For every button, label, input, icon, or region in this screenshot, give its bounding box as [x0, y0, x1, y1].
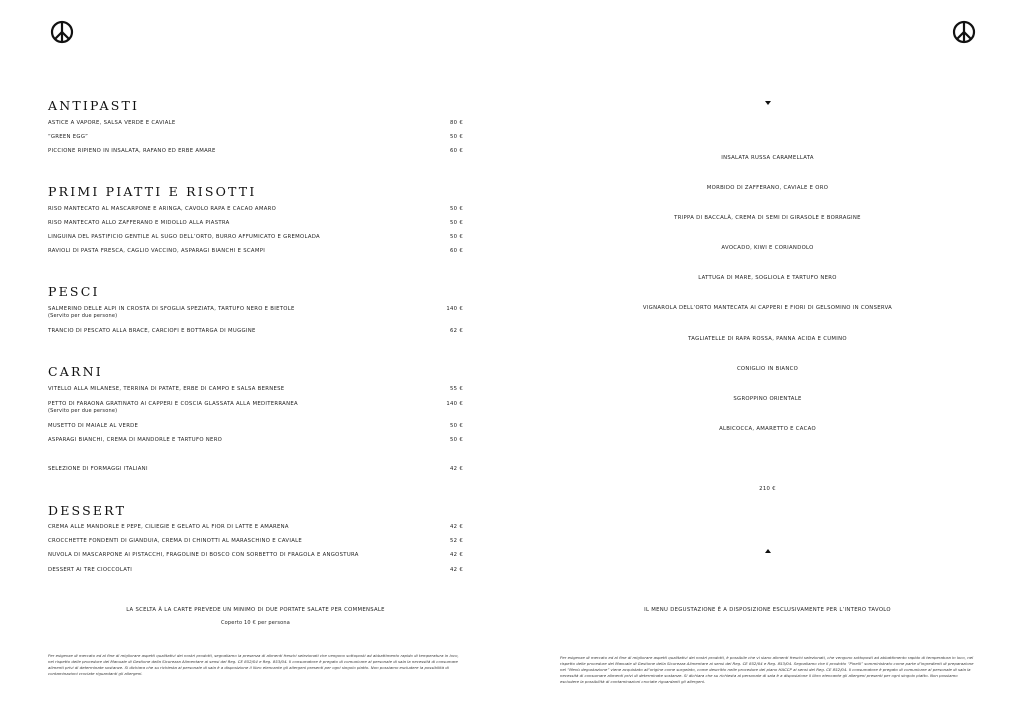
allergen-fineprint: Per esigenze di mercato ed al fine di migliorare aspetti qualitativi dei nostri prodotti, è possibile che vi siano alimenti freschi selezionati, che vengono sottoposti ad abbattimento rapido di temperatura in loco, nel rispetto delle procedure del Manuale di Gestione della Sicurezza Alimentare ai sensi del Reg. CE 852/04 e Reg. 853/04. Segnaliamo che il prodotto “Pinelli” somministrato come parte d’ingredienti di preparazione nel “Menù degustazione” viene acquistato all’origine come surgelato, come descritto nelle procedure del piano HACCP ai sensi del Reg. CE 852/04. Il consumatore è pregato di comunicare al personale di sala la necessità di consumare alimenti privi di determinate sostanze. Si dichiara che su richiesta al personale di sala è a disposizione il libro elencante gli allergeni presenti per ogni singolo piatto. Non possiamo escludere la possibilità di contaminazioni crociate riguardanti gli allergeni. [560, 655, 974, 684]
item-price: 42 € [450, 567, 463, 573]
item-name: RISO MANTECATO AL MASCARPONE E ARINGA, CAVOLO RAPA E CACAO AMARO [48, 206, 277, 212]
section-title-carni: CARNI [48, 364, 103, 379]
tasting-course: AVOCADO, KIWI E CORIANDOLO [721, 245, 814, 251]
tasting-course: TAGLIATELLE DI RAPA ROSSA, PANNA ACIDA E CUMINO [688, 336, 847, 342]
tasting-course: CONIGLIO IN BIANCO [736, 366, 799, 372]
item-price: 50 € [450, 423, 463, 429]
item-name: ASTICE A VAPORE, SALSA VERDE E CAVIALE [48, 120, 176, 126]
item-name: RISO MANTECATO ALLO ZAFFERANO E MIDOLLO ALLA PIASTRA [48, 220, 230, 226]
item-price: 42 € [450, 524, 463, 530]
item-price: 140 € [446, 306, 463, 312]
triangle-up-icon [765, 549, 771, 553]
tasting-menu-price: 210 € [759, 486, 776, 492]
item-name: LINGUINA DEL PASTIFICIO GENTILE AL SUGO DELL’ORTO, BURRO AFFUMICATO E GREMOLADA [48, 234, 320, 240]
item-name: VITELLO ALLA MILANESE, TERRINA DI PATATE, ERBE DI CAMPO E SALSA BERNESE [48, 386, 285, 392]
item-price: 50 € [450, 437, 463, 443]
allergen-fineprint: Per esigenze di mercato ed al fine di migliorare aspetti qualitativi dei nostri prodotti, segnaliamo la presenza di alimenti freschi selezionati che vengono sottoposti ad abbattimento rapido di temperatura in loco, nel rispetto delle procedure del Manuale di Gestione della Sicurezza Alimentare ai sensi del Reg. CE 852/04 e Reg. 853/04. Il consumatore è pregato di comunicare al personale di sala la necessità di consumare alimenti privi di determinate sostanze. Si dichiara che su richiesta al personale di sala è a disposizione il libro elencante gli allergeni presenti per ogni singolo piatto. Non possiamo escludere la possibilità di contaminazioni crociate riguardanti gli allergeni. [48, 653, 459, 676]
item-price: 42 € [450, 466, 463, 472]
item-price: 42 € [450, 552, 463, 558]
item-name: PETTO DI FARAONA GRATINATO AI CAPPERI E COSCIA GLASSATA ALLA MEDITERRANEA [48, 401, 298, 407]
item-name: NUVOLA DI MASCARPONE AI PISTACCHI, FRAGOLINE DI BOSCO CON SORBETTO DI FRAGOLA E ANGOSTURA [48, 552, 359, 558]
tasting-course: VIGNAROLA DELL’ORTO MANTECATA AI CAPPERI E FIORI DI GELSOMINO IN CONSERVA [642, 305, 893, 311]
item-price: 62 € [450, 328, 463, 334]
section-title-pesci: PESCI [48, 284, 100, 299]
item-price: 80 € [450, 120, 463, 126]
section-title-dessert: DESSERT [48, 503, 127, 518]
tasting-course: TRIPPA DI BACCALÀ, CREMA DI SEMI DI GIRASOLE E BORRAGINE [674, 215, 861, 221]
item-name: “GREEN EGG” [48, 134, 89, 140]
tasting-course: INSALATA RUSSA CARAMELLATA [721, 155, 814, 161]
item-price: 50 € [450, 206, 463, 212]
tasting-course: MORBIDO DI ZAFFERANO, CAVIALE E ORO [706, 185, 829, 191]
item-name: ASPARAGI BIANCHI, CREMA DI MANDORLE E TARTUFO NERO [48, 437, 223, 443]
cover-charge: Coperto 10 € per persona [220, 620, 291, 626]
item-price: 50 € [450, 134, 463, 140]
item-price: 140 € [446, 401, 463, 407]
item-name: CROCCHETTE FONDENTI DI GIANDUIA, CREMA DI CHINOTTI AL MARASCHINO E CAVIALE [48, 538, 303, 544]
tasting-course: LATTUGA DI MARE, SOGLIOLA E TARTUFO NERO [698, 275, 837, 281]
tasting-menu-page [512, 0, 1024, 711]
item-name: SELEZIONE DI FORMAGGI ITALIANI [48, 466, 148, 472]
item-name: DESSERT AI TRE CIOCCOLATI [48, 567, 133, 573]
section-title-primi: PRIMI PIATTI E RISOTTI [48, 184, 257, 199]
item-name: SALMERINO DELLE ALPI IN CROSTA DI SFOGLIA SPEZIATA, TARTUFO NERO E BIETOLE [48, 306, 295, 312]
whole-table-note: IL MENU DEGUSTAZIONE È A DISPOSIZIONE ESCLUSIVAMENTE PER L’INTERO TAVOLO [644, 607, 891, 613]
item-name: MUSETTO DI MAIALE AL VERDE [48, 423, 139, 429]
tasting-course: ALBICOCCA, AMARETTO E CACAO [719, 426, 816, 432]
item-name: CREMA ALLE MANDORLE E PEPE, CILIEGIE E GELATO AL FIOR DI LATTE E AMARENA [48, 524, 289, 530]
section-title-antipasti: ANTIPASTI [48, 98, 140, 113]
item-note: (Servito per due persone) [48, 408, 118, 414]
item-name: RAVIOLI DI PASTA FRESCA, CAGLIO VACCINO, ASPARAGI BIANCHI E SCAMPI [48, 248, 266, 254]
peace-symbol-icon [50, 20, 74, 44]
triangle-down-icon [765, 101, 771, 105]
item-price: 50 € [450, 234, 463, 240]
item-price: 60 € [450, 248, 463, 254]
minimum-order-note: LA SCELTA À LA CARTE PREVEDE UN MINIMO DI DUE PORTATE SALATE PER COMMENSALE [126, 607, 385, 613]
item-price: 55 € [450, 386, 463, 392]
item-note: (Servito per due persone) [48, 313, 118, 319]
peace-symbol-icon [952, 20, 976, 44]
tasting-course: SGROPPINO ORIENTALE [733, 396, 802, 402]
item-name: PICCIONE RIPIENO IN INSALATA, RAFANO ED ERBE AMARE [48, 148, 216, 154]
item-price: 60 € [450, 148, 463, 154]
item-price: 50 € [450, 220, 463, 226]
item-price: 52 € [450, 538, 463, 544]
item-name: TRANCIO DI PESCATO ALLA BRACE, CARCIOFI E BOTTARGA DI MUGGINE [48, 328, 256, 334]
